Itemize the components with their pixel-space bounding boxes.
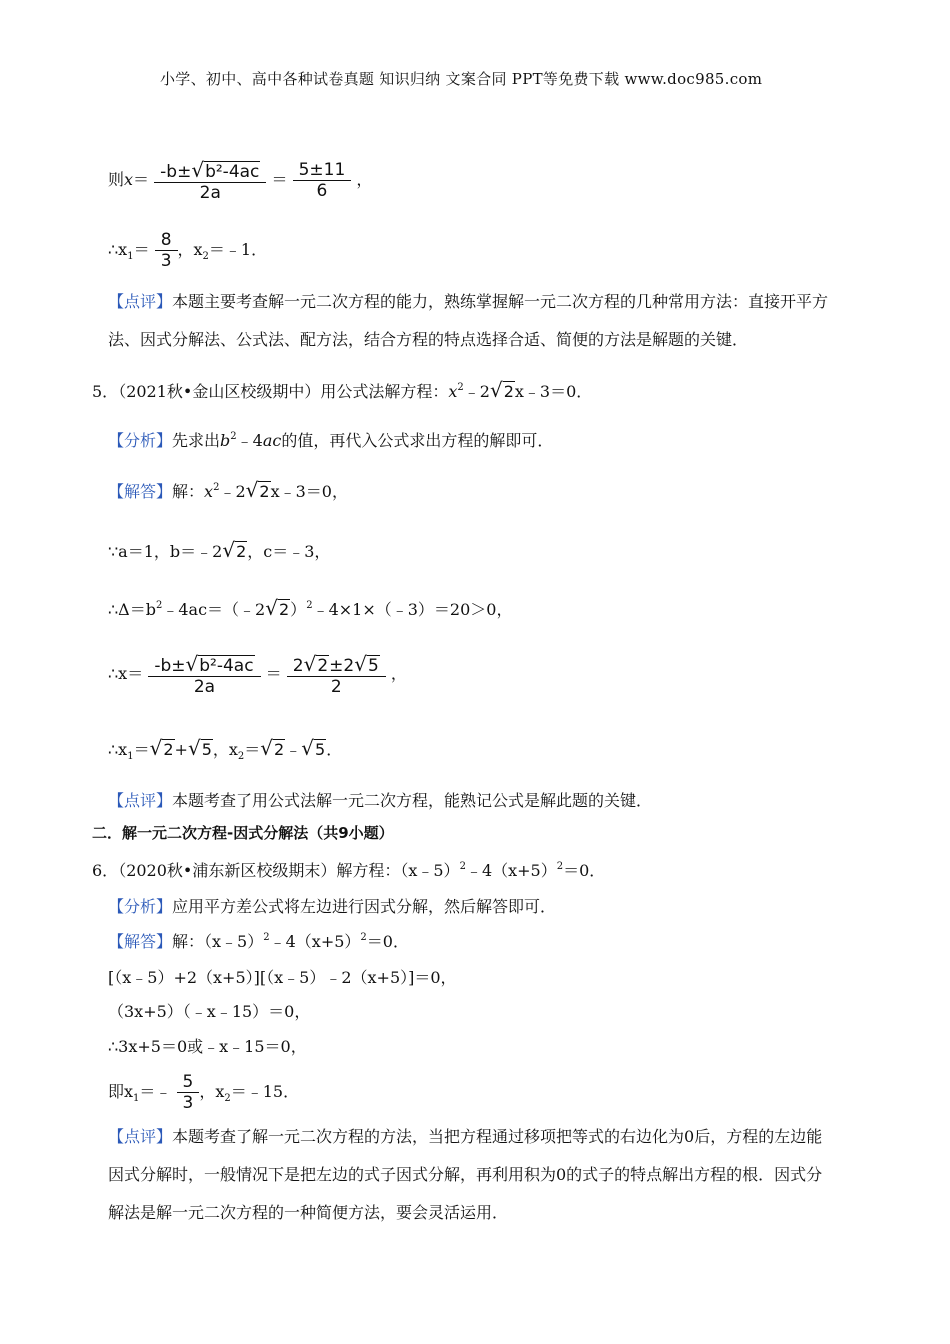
q5-review: 【点评】本题考查了用公式法解一元二次方程，能熟记公式是解此题的关键． — [108, 791, 653, 810]
q6-review-line2: 因式分解时，一般情况下是把左边的式子因式分解，再利用积为0的式子的特点解出方程的根．因式分 — [108, 1165, 823, 1184]
root-fraction: $\frac{8}{3}$ — [155, 230, 178, 271]
q5-formula-line: ∴x＝ $\frac{\text{-b±√b²-4ac}}{2a}$ ＝ $\frac{2√2\pm 2√5}{2}$ ， — [108, 652, 407, 697]
q6-roots: 即$x_1=﹣$ $\frac{5}{3}$ ，$x_2=﹣15$． — [108, 1072, 300, 1113]
prev-roots-line: $\therefore x_1=$ $\frac{8}{3}$ ，$x_2=﹣1$． — [108, 230, 268, 271]
q5-solution: 【解答】解：$x^2﹣2√2x﹣3=0$， — [108, 478, 348, 502]
quadratic-formula-fraction: $\frac{\text{-b±√b²-4ac}}{2a}$ — [154, 158, 266, 203]
q6-step1: [（x﹣5）+2（x+5）][（x﹣5）﹣2（x+5）]＝0， — [108, 968, 457, 987]
section-2-title: 二．解一元二次方程-因式分解法（共9小题） — [92, 824, 394, 842]
q6-step3: ∴3x+5＝0或﹣x﹣15＝0， — [108, 1037, 307, 1056]
q5-coefficients: ∵a＝1，b＝﹣2√2，c＝﹣3， — [108, 538, 331, 562]
prev-formula-line: 则x＝ $\frac{\text{-b±√b²-4ac}}{2a}$ ＝ $\frac{5\pm 11}{6}$ ， — [108, 158, 373, 203]
question-6: 6．（2020秋•浦东新区校级期末）解方程：$(x﹣5)^2﹣4(x+5)^2=0$． — [92, 861, 606, 880]
q6-step2: （3x+5）（﹣x﹣15）＝0， — [108, 1002, 311, 1021]
q6-analysis: 【分析】应用平方差公式将左边进行因式分解，然后解答即可． — [108, 897, 557, 916]
page-header: 小学、初中、高中各种试卷真题 知识归纳 文案合同 PPT等免费下载 www.doc985.com — [160, 70, 763, 88]
q5-analysis: 【分析】先求出$b^2﹣4ac$的值，再代入公式求出方程的解即可． — [108, 431, 554, 450]
q6-root-fraction: $\frac{5}{3}$ — [177, 1072, 200, 1113]
q6-solution: 【解答】解：$(x﹣5)^2﹣4(x+5)^2=0$． — [108, 932, 409, 951]
q6-review-line1: 【点评】本题考查了解一元二次方程的方法，当把方程通过移项把等式的右边化为0后，方程的左边能 — [108, 1127, 823, 1146]
q5-quadratic-formula: $\frac{\text{-b±√b²-4ac}}{2a}$ — [148, 652, 260, 697]
q5-value-fraction: $\frac{2√2\pm 2√5}{2}$ — [287, 652, 386, 697]
q5-discriminant: $\therefore\Delta=b^2﹣4ac=(﹣2√2)^2﹣4\times 1\times(﹣3)=20>0$， — [108, 596, 513, 620]
q5-roots: $\therefore x_1=√2+√5$，$x_2=√2﹣√5$． — [108, 736, 343, 762]
prev-review-line2: 法、因式分解法、公式法、配方法，结合方程的特点选择合适、简便的方法是解题的关键． — [108, 330, 749, 349]
question-5: 5．（2021秋•金山区校级期中）用公式法解方程：$x^2﹣2√2x﹣3=0$． — [92, 378, 593, 402]
prev-review-line1: 【点评】本题主要考查解一元二次方程的能力，熟练掌握解一元二次方程的几种常用方法：直接开平方 — [108, 292, 829, 311]
value-fraction: $\frac{5\pm 11}{6}$ — [293, 160, 352, 201]
q6-review-line3: 解法是解一元二次方程的一种简便方法，要会灵活运用． — [108, 1203, 509, 1222]
